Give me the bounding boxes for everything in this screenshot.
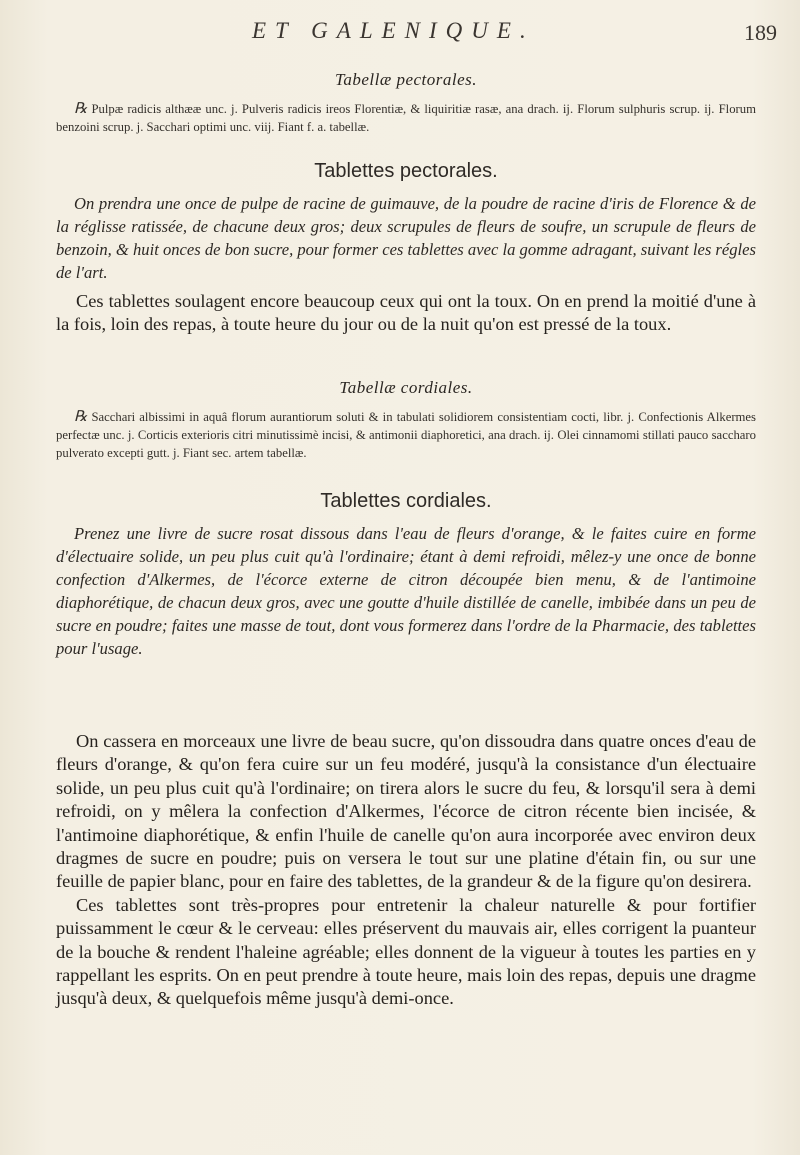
french-title: Tablettes pectorales. [314, 160, 498, 182]
french-title: Tablettes cordiales. [320, 490, 492, 512]
latin-title-cordiales [56, 378, 756, 398]
body-paragraph: Ces tablettes soulagent encore beaucoup ceux qui ont la toux. On en prend la moitié d'une à la fois, loin des repas, à toute heure du jour ou de la nuit qu'on est pressé de la toux. [56, 291, 756, 335]
body-paragraph: Ces tablettes sont très-propres pour entretenir la chaleur naturelle & pour fortifier puissamment le cœur & le cerveau: elles préservent du mauvais air, elles corrigent la puanteur de la bouche & rendent l'haleine agréable; elles donnent de la vigueur à toutes les parties en y rappellant les esprits. On en peut prendre à toute heure, mais loin des repas, depuis une dragme jusqu'à deux, & quelquefois même jusqu'à demi-once. [56, 894, 756, 1009]
latin-recipe [56, 408, 756, 462]
latin-recipe-text: Pulpæ radicis althææ unc. j. Pulveris radicis ireos Florentiæ, & liquiritiæ rasæ, ana drach. ij. Florum sulphuris scrup. ij. Florum benzoini scrup. j. Sacchari optimi unc. viij. Fiant f. a. tabellæ. [56, 102, 756, 134]
french-recipe-cordiales [56, 522, 756, 660]
french-body-pectorales [56, 290, 756, 337]
french-body [56, 730, 756, 1011]
french-title-cordiales [56, 490, 756, 513]
page-number: 189 [744, 20, 777, 45]
running-head: ET GALENIQUE. [252, 18, 535, 43]
latin-recipe-cordiales [56, 408, 756, 462]
french-body [56, 290, 756, 337]
latin-recipe [56, 100, 756, 136]
latin-recipe-pectorales [56, 100, 756, 136]
latin-recipe-text: Sacchari albissimi in aquâ florum aurantiorum soluti & in tabulati solidiorem consistentiam cocti, libr. j. Confectionis Alkermes perfectæ unc. j. Corticis exterioris citri minutissimè incisi, & antimonii diaphoretici, ana drach. ij. Olei cinnamomi stillati pauco saccharo pulverato excepti gutt. j. Fiant sec. artem tabellæ. [56, 410, 756, 460]
rx-symbol-icon: ℞ [74, 409, 88, 425]
latin-title: Tabellæ pectorales. [334, 70, 478, 89]
latin-title: Tabellæ cordiales. [339, 378, 473, 397]
french-title-pectorales [56, 160, 756, 183]
body-paragraph: On cassera en morceaux une livre de beau sucre, qu'on dissoudra dans quatre onces d'eau de fleurs d'orange, & qu'on fera cuire sur un feu modéré, jusqu'à la consistance d'un électuaire solide, un peu plus cuit qu'à l'ordinaire; on tirera alors le sucre du feu, & lorsqu'il sera à demi refroidi, on y mêlera la confection d'Alkermes, l'écorce de citron récente bien incisée, & l'antimoine diaphorétique, & enfin l'huile de canelle qu'on aura incorporée avec environ deux dragmes de sucre en poudre; puis on versera le tout sur une platine d'étain fin, ou sur une feuille de papier blanc, pour en faire des tablettes, de la grandeur & de la figure qu'on desirera. [56, 731, 756, 892]
french-recipe: On prendra une once de pulpe de racine de guimauve, de la poudre de racine d'iris de Florence & de la réglisse ratissée, de chacune deux gros; deux scrupules de fleurs de soufre, un scrupule de fleurs de benzoin, & huit onces de bon sucre, pour former ces tablettes avec la gomme adragant, suivant les régles de l'art. [56, 194, 756, 282]
french-recipe-pectorales [56, 192, 756, 284]
rx-symbol-icon: ℞ [74, 101, 88, 117]
latin-title-pectorales [56, 70, 756, 90]
french-recipe: Prenez une livre de sucre rosat dissous dans l'eau de fleurs d'orange, & le faites cuire en forme d'électuaire solide, un peu plus cuit qu'à l'ordinaire; étant à demi refroidi, mêlez-y une once de bonne confection d'Alkermes, de l'écorce externe de citron découpée bien menu, & de l'antimoine diaphorétique, de chacun deux gros, avec une goutte d'huile distillée de canelle, imbibée dans un peu de sucre en poudre; faites une masse de tout, dont vous formerez dans l'ordre de la Pharmacie, des tablettes pour l'usage. [56, 524, 756, 658]
french-body-cordiales [56, 730, 756, 1011]
